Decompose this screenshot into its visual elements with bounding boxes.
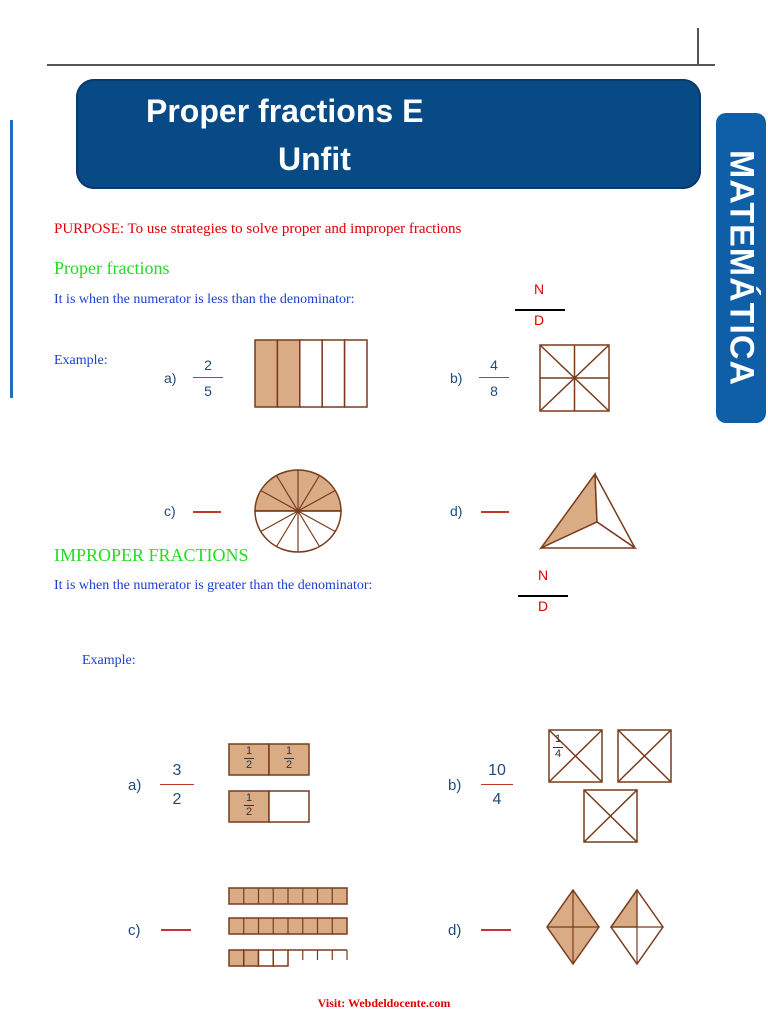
proper-d-blank-bar [481,511,509,513]
improper-a-bar [160,784,194,785]
improper-a-piece-1-denominator: 2 [245,759,253,771]
proper-c-label: c) [164,503,176,519]
proper-d-triangle-figure [539,472,637,550]
improper-a-piece-2 [269,743,309,774]
side-tab-label: MATEMÁTICA [722,150,761,386]
proper-heading: Proper fractions [54,258,170,278]
improper-a-piece-3-denominator: 2 [245,806,253,818]
proper-b-numerator: 4 [490,357,498,373]
improper-a-piece-2-numerator: 1 [285,745,293,757]
proper-c-blank-bar [193,511,221,513]
improper-a-denominator: 2 [172,791,182,808]
proper-b-square-figure [539,344,611,412]
proper-b-denominator: 8 [490,383,498,399]
title-line-2: Unfit [278,141,351,177]
improper-b-piece-label [550,733,568,777]
side-tab [716,113,766,423]
proper-definition: It is when the numerator is less than the denominator: [54,292,355,307]
proper-nd-bar [515,309,565,311]
proper-c-circle-figure [254,469,342,553]
proper-a-numerator: 2 [204,357,212,373]
improper-n-symbol: N [537,567,549,583]
improper-b-bar [481,784,513,785]
improper-b-piece-numerator: 1 [554,733,562,745]
proper-n-symbol: N [533,281,545,297]
left-accent-bar [10,120,13,398]
improper-b-piece-denominator: 4 [554,748,562,760]
top-rule [47,64,715,66]
proper-b-label: b) [450,370,463,386]
improper-b-denominator: 4 [492,791,502,808]
improper-a-piece-3 [229,790,269,821]
proper-b-bar [479,377,509,378]
proper-d-label: d) [450,503,463,519]
improper-a-piece-2-denominator: 2 [285,759,293,771]
footer-visit-text: Visit: Webdeldocente.com [317,996,451,1010]
improper-definition: It is when the numerator is greater than the denominator: [54,578,373,593]
improper-b-numerator: 10 [488,762,506,779]
proper-a-rectangle-figure [254,339,370,409]
improper-c-blank-bar [161,929,191,931]
improper-a-piece-1-numerator: 1 [245,745,253,757]
improper-nd-bar [518,595,568,597]
improper-a-piece-3-numerator: 1 [245,792,253,804]
improper-a-numerator: 3 [172,762,182,779]
improper-c-label: c) [128,922,141,939]
proper-a-bar [193,377,223,378]
improper-example-label: Example: [82,653,136,668]
improper-a-label: a) [128,777,142,794]
proper-example-label: Example: [54,353,108,368]
title-banner [76,79,701,189]
proper-a-label: a) [164,370,177,386]
improper-a-piece-1 [229,743,269,774]
improper-d-blank-bar [481,929,511,931]
title-line-1: Proper fractions E [146,93,424,129]
purpose-text: PURPOSE: To use strategies to solve proper and improper fractions [54,221,462,237]
top-rule-tick [697,28,699,64]
improper-heading: IMPROPER FRACTIONS [54,545,249,565]
improper-b-label: b) [448,777,462,794]
proper-d-symbol: D [533,312,545,328]
improper-d-rhombus-figure [546,889,666,967]
improper-d-symbol: D [537,598,549,614]
improper-c-strips-figure [228,887,350,969]
improper-d-label: d) [448,922,462,939]
proper-a-denominator: 5 [204,383,212,399]
